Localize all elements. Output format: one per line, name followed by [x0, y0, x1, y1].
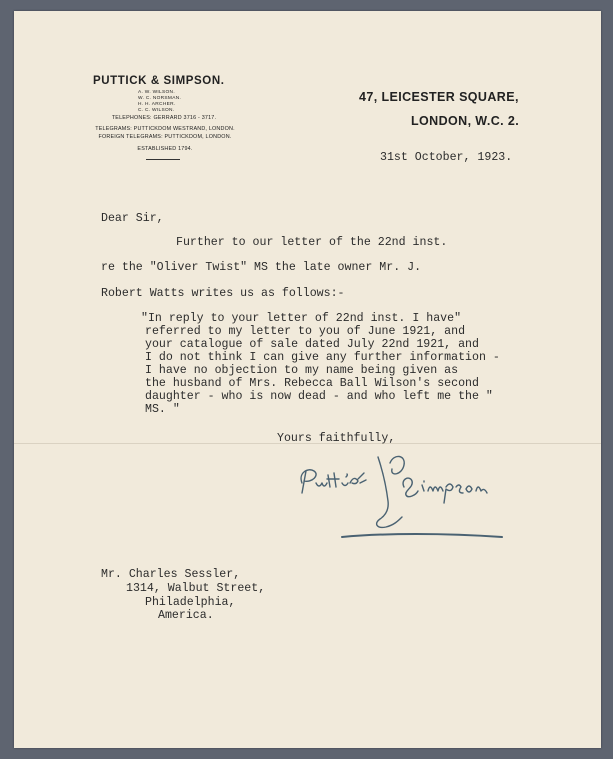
- recipient-line: Philadelphia,: [145, 596, 236, 609]
- telegrams-line: TELEGRAMS: PUTTICKDOM WESTRAND, LONDON.: [95, 126, 235, 132]
- firm-name: PUTTICK & SIMPSON.: [93, 75, 225, 87]
- body-line: Robert Watts writes us as follows:-: [101, 287, 345, 300]
- closing: Yours faithfully,: [277, 432, 396, 445]
- quote-line: "In reply to your letter of 22nd inst. I have": [141, 312, 462, 325]
- established-line: ESTABLISHED 1794.: [137, 146, 193, 152]
- address-line-2: LONDON, W.C. 2.: [411, 114, 520, 128]
- letter-page: [14, 11, 601, 748]
- quote-line: MS. ": [145, 403, 180, 416]
- quote-line: I do not think I can give any further information -: [145, 351, 500, 364]
- partner-name: W. C. NORSMAN.: [138, 96, 182, 101]
- partner-name: C. C. WILSON.: [138, 108, 175, 113]
- partner-name: A. W. WILSON.: [138, 90, 175, 95]
- recipient-line: 1314, Walbut Street,: [126, 582, 266, 595]
- quote-line: daughter - who is now dead - and who left me the ": [145, 390, 493, 403]
- recipient-line: Mr. Charles Sessler,: [101, 568, 241, 581]
- quote-line: referred to my letter to you of June 1921, and: [145, 325, 466, 338]
- partner-name: H. H. ARCHER.: [138, 102, 176, 107]
- body-line: re the "Oliver Twist" MS the late owner Mr. J.: [101, 261, 422, 274]
- salutation: Dear Sir,: [101, 212, 164, 225]
- quote-line: your catalogue of sale dated July 22nd 1921, and: [145, 338, 479, 351]
- quote-line: I have no objection to my name being given as: [145, 364, 459, 377]
- telephones-line: TELEPHONES: GERRARD 3716 - 3717.: [111, 115, 217, 121]
- recipient-line: America.: [158, 609, 214, 622]
- letterhead-rule: [146, 159, 180, 160]
- signature-image: [294, 449, 514, 539]
- letter-date: 31st October, 1923.: [380, 151, 513, 164]
- foreign-telegrams-line: FOREIGN TELEGRAMS: PUTTICKDOM, LONDON.: [98, 134, 232, 140]
- address-line-1: 47, LEICESTER SQUARE,: [359, 90, 519, 104]
- body-line: Further to our letter of the 22nd inst.: [176, 236, 448, 249]
- quote-line: the husband of Mrs. Rebecca Ball Wilson's second: [145, 377, 479, 390]
- partners-list: [138, 90, 181, 114]
